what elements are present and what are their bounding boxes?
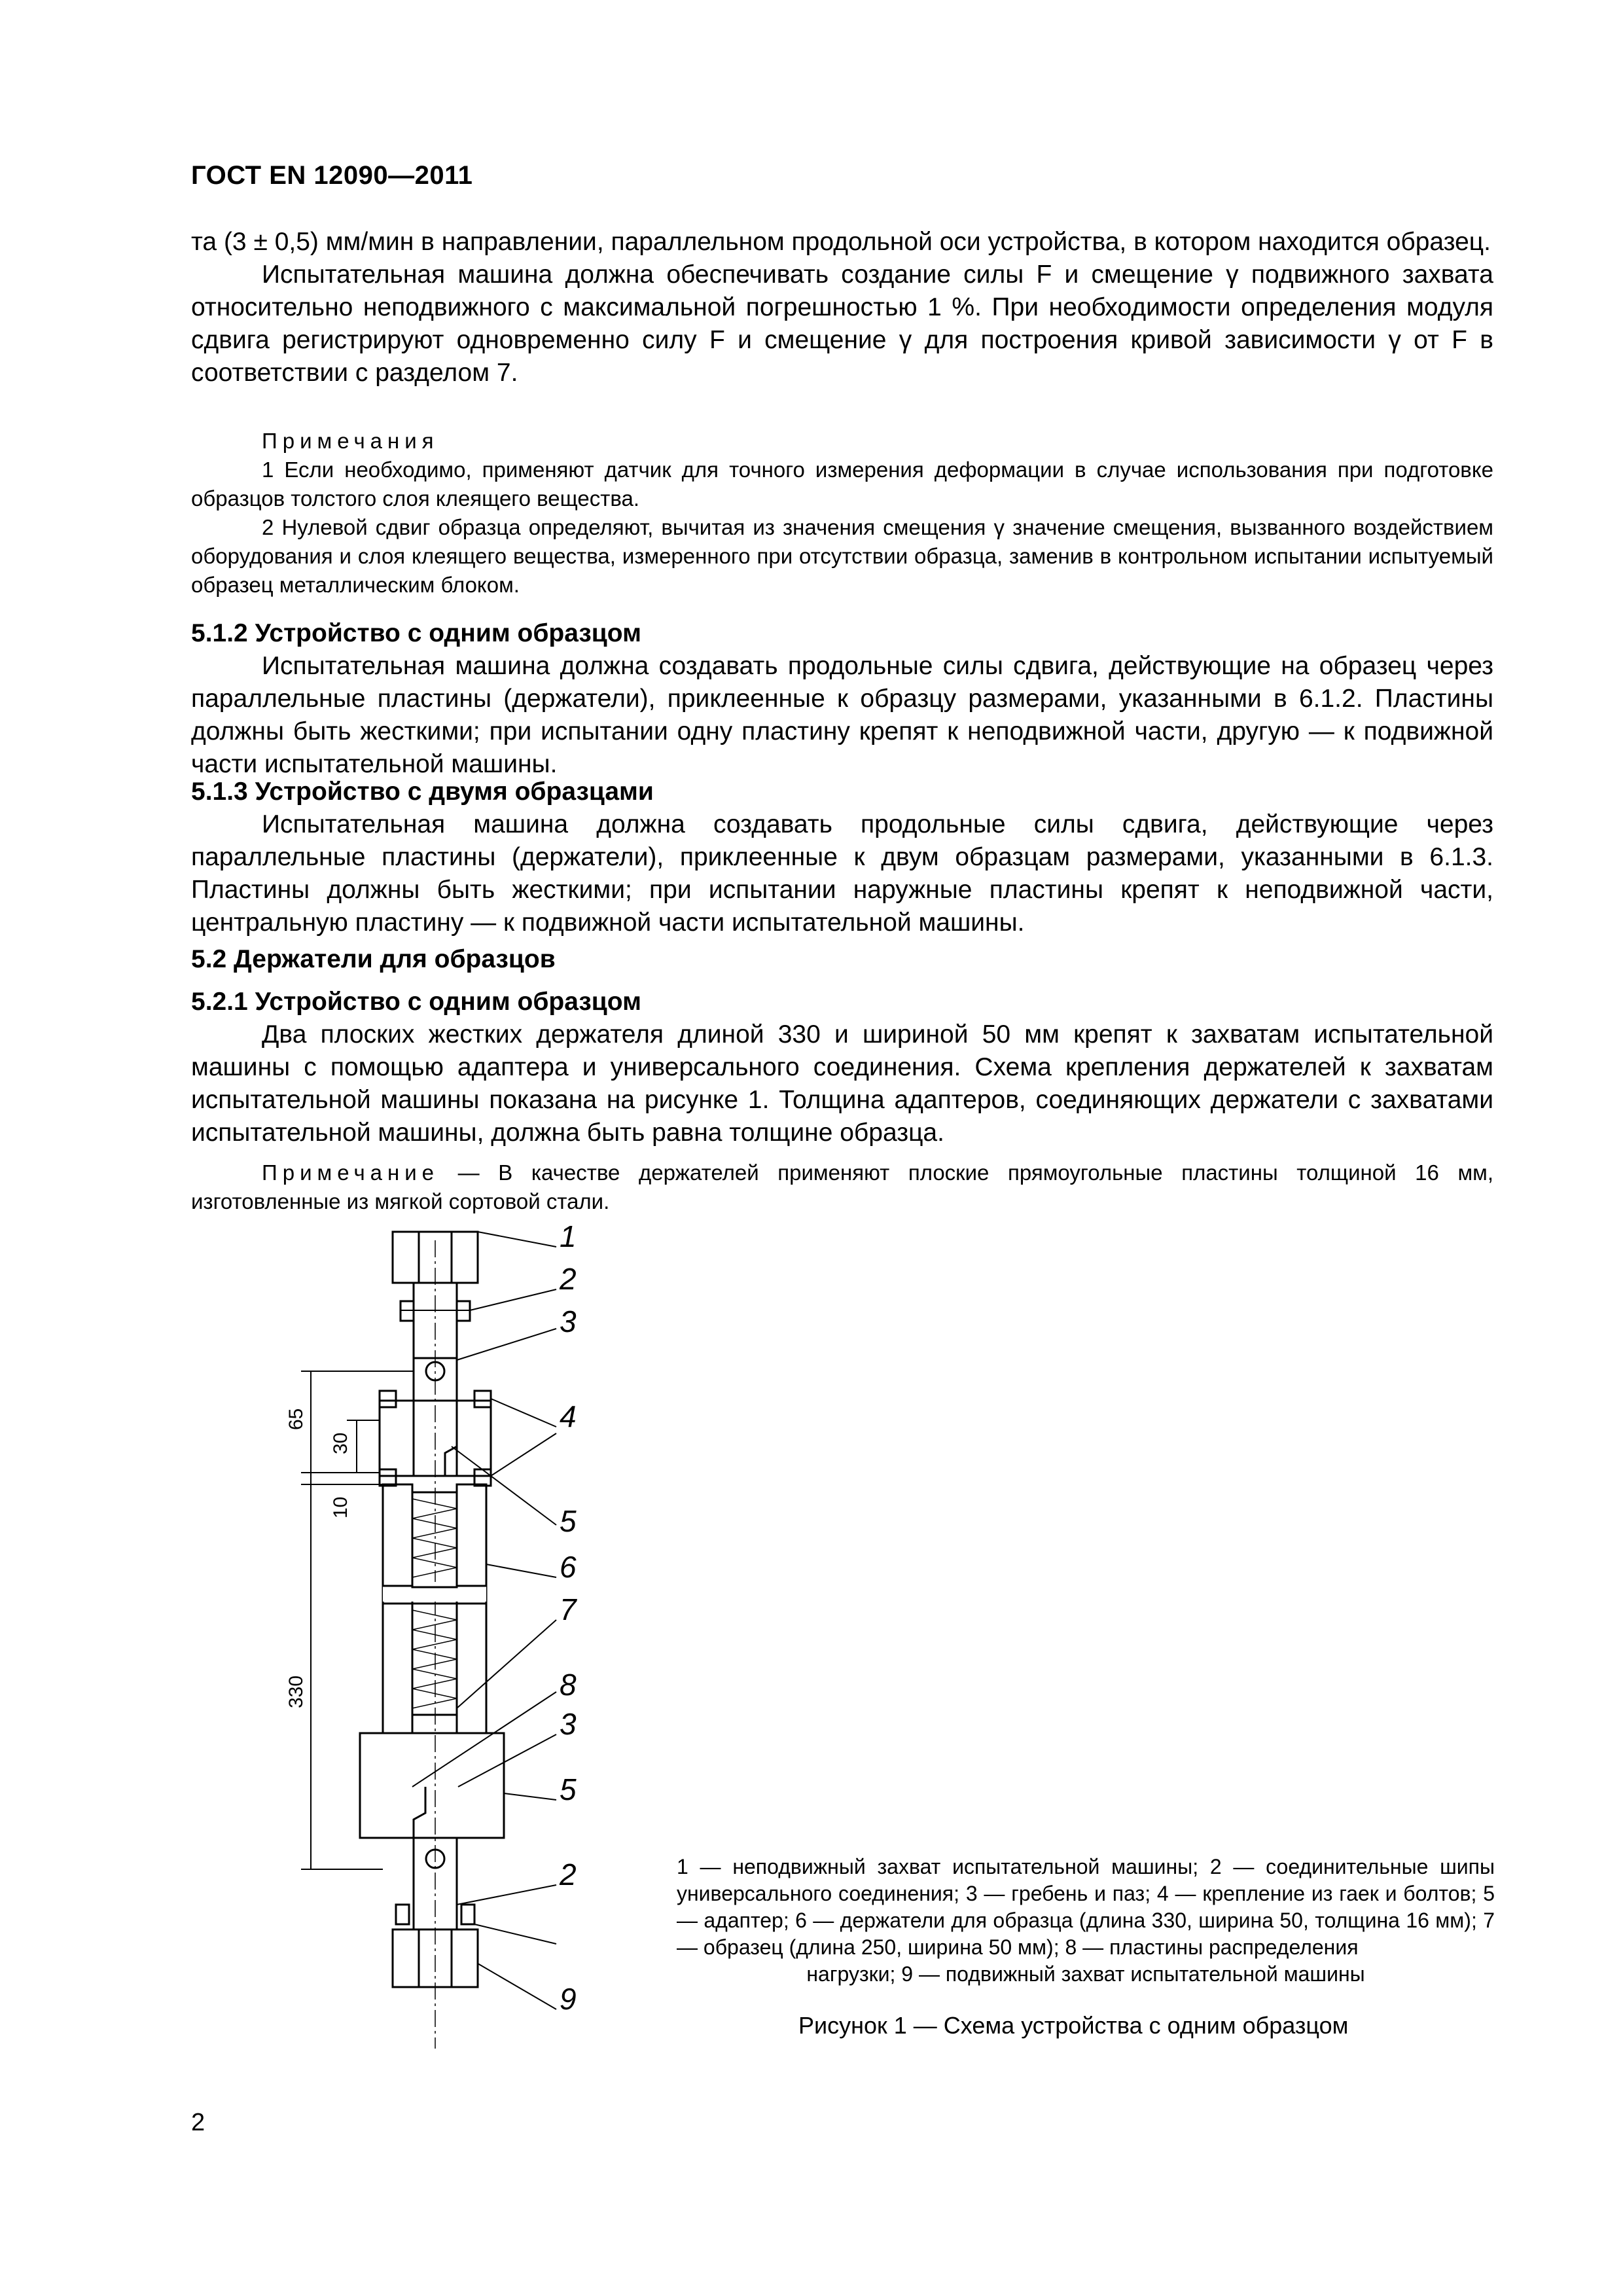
lower-adapter [360, 1733, 504, 1838]
callout-2b: 2 [560, 1857, 577, 1892]
callout-6: 6 [560, 1550, 577, 1584]
note-3 [191, 1158, 1493, 1216]
section-5-1-3 [191, 776, 1493, 939]
callout-9: 9 [560, 1982, 577, 2016]
figure-legend [677, 1854, 1495, 1988]
paragraph-5-1-2: Испытательная машина должна создавать продольные силы сдвига, действующие на образец через параллельные пластины (держатели), приклеенные к образцу размерами, указанными в 6.1.2. Пластины должны быть жесткими; при испытании одну пластину крепят к неподвижной части, другую — к подвижной части испытательной машины. [191, 652, 1493, 778]
page-number: 2 [191, 2109, 205, 2136]
notes-block [191, 427, 1493, 600]
dim-10: 10 [330, 1496, 351, 1518]
callout-3b: 3 [560, 1707, 577, 1741]
legend-text-last: нагрузки; 9 — подвижный захват испытательной машины [806, 1962, 1365, 1986]
section-5-2 [191, 943, 1493, 976]
callout-5b: 5 [560, 1772, 577, 1806]
legend-text: 1 — неподвижный захват испытательной машины; 2 — соединительные шипы универсального соединения; 3 — гребень и паз; 4 — крепление из гаек и болтов; 5 — адаптер; 6 — держатели для образца (длина 330, ширина 50, толщина 16 мм); 7 — образец (длина 250, ширина 50 мм); 8 — пластины распределения [677, 1855, 1495, 1959]
heading-5-2: 5.2 Держатели для образцов [191, 945, 556, 973]
callout-8: 8 [560, 1668, 577, 1702]
note-label: Примечание [262, 1160, 440, 1185]
heading-5-2-1: 5.2.1 Устройство с одним образцом [191, 988, 641, 1016]
heading-5-1-2: 5.1.2 Устройство с одним образцом [191, 619, 641, 647]
body-top [191, 226, 1493, 389]
callout-5: 5 [560, 1504, 577, 1538]
heading-5-1-3: 5.1.3 Устройство с двумя образцами [191, 778, 654, 806]
paragraph-1: та (3 ± 0,5) мм/мин в направлении, параллельном продольной оси устройства, в котором находится образец. [191, 228, 1491, 256]
dim-330: 330 [285, 1675, 307, 1708]
paragraph-5-2-1: Два плоских жестких держателя длиной 330 и шириной 50 мм крепят к захватам испытательной машины с помощью адаптера и универсального соединения. Схема крепления держателей к захватам испытательной машины показана на рисунке 1. Толщина адаптеров, соединяющих держатели с захватами испытательной машины, должна быть равна толщине образца. [191, 1020, 1493, 1147]
note-text: — В качестве держателей применяют плоские прямоугольные пластины толщиной 16 мм, изготовленные из мягкой сортовой стали. [191, 1160, 1493, 1213]
section-5-2-1 [191, 986, 1493, 1149]
dim-30: 30 [330, 1432, 351, 1454]
callout-1: 1 [560, 1219, 577, 1253]
notes-heading: Примечания [262, 429, 439, 453]
callout-2: 2 [560, 1262, 577, 1296]
callout-7: 7 [560, 1592, 577, 1626]
figure-caption: Рисунок 1 — Схема устройства с одним образцом [798, 2012, 1349, 2039]
callout-3: 3 [560, 1304, 577, 1338]
section-5-1-2 [191, 617, 1493, 781]
note-1: 1 Если необходимо, применяют датчик для точного измерения деформации в случае использования при подготовке образцов толстого слоя клеящего вещества. [191, 457, 1493, 511]
figure-1-drawing [262, 1211, 628, 2055]
note-2: 2 Нулевой сдвиг образца определяют, вычитая из значения смещения γ значение смещения, вызванного воздействием оборудования и слоя клеящего вещества, измеренного при отсутствии образца, заменив в контрольном испытании испытуемый образец металлическим блоком. [191, 515, 1493, 597]
note-block [191, 1158, 1493, 1216]
paragraph-5-1-3: Испытательная машина должна создавать продольные силы сдвига, действующие через параллельные пластины (держатели), приклеенные к двум образцам размерами, указанными в 6.1.3. Пластины должны быть жесткими; при испытании наружные пластины крепят к неподвижной части, центральную пластину — к подвижной части испытательной машины. [191, 810, 1493, 937]
holder-left [383, 1484, 412, 1733]
callout-4: 4 [560, 1399, 577, 1433]
document-header: ГОСТ EN 12090—2011 [191, 161, 473, 190]
paragraph-2: Испытательная машина должна обеспечивать создание силы F и смещение γ подвижного захвата относительно неподвижного с максимальной погрешностью 1 %. При необходимости определения модуля сдвига регистрируют одновременно силу F и смещение γ для построения кривой зависимости γ от F в соответствии с разделом 7. [191, 260, 1493, 387]
dim-65: 65 [285, 1408, 307, 1430]
